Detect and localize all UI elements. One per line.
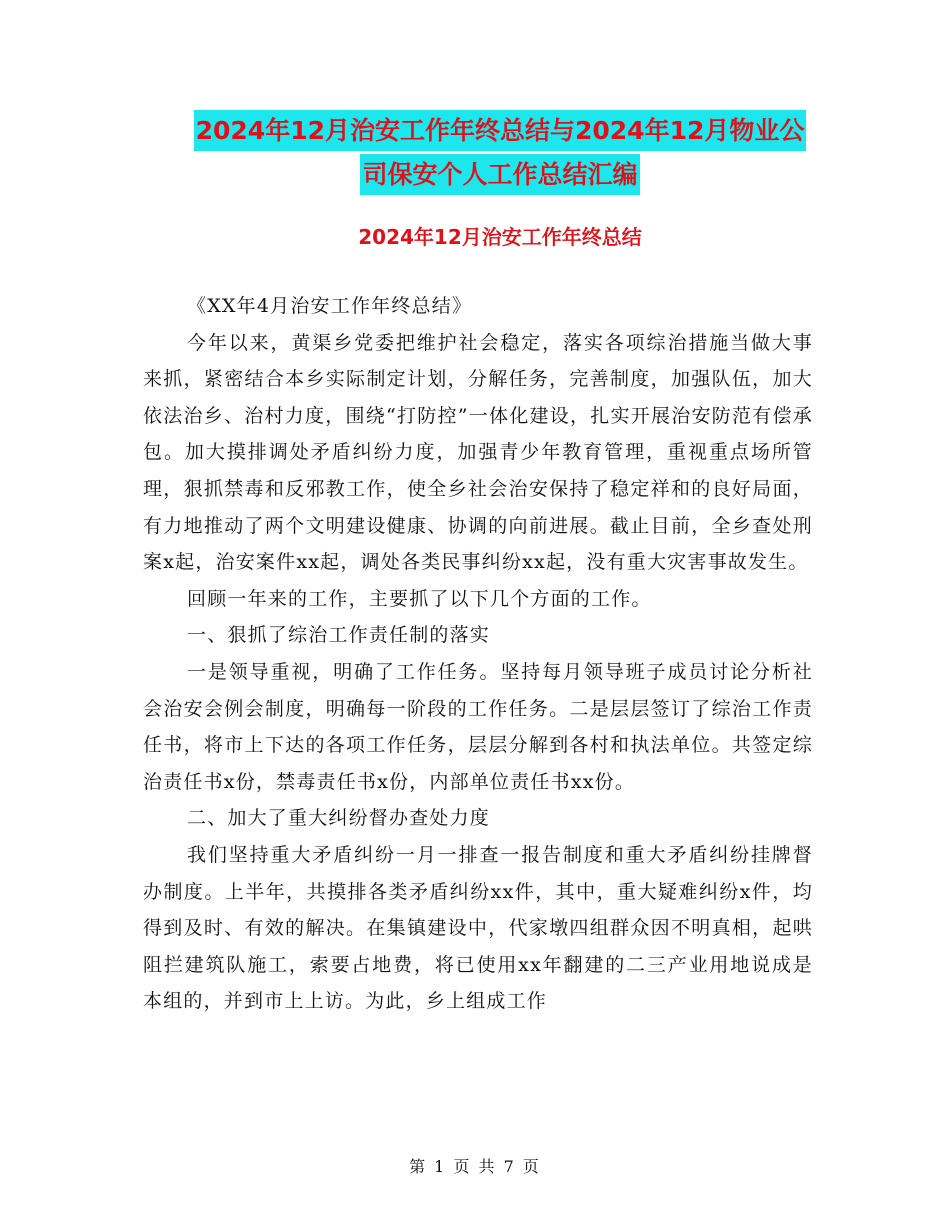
document-title-line-1 bbox=[120, 108, 880, 154]
title-highlight: 司保安个人工作总结汇编 bbox=[360, 154, 639, 195]
paragraph-item-1: 一是领导重视，明确了工作任务。坚持每月领导班子成员讨论分析社会治安会例会制度，明确每一阶段的工作任务。二是层层签订了综治工作责任书，将市上下达的各项工作任务，层层分解到各村和执法单位。共签定综治责任书x份，禁毒责任书x份，内部单位责任书xx份。 bbox=[143, 660, 813, 793]
document-body bbox=[143, 288, 813, 1020]
section-title: 2024年12月治安工作年终总结 bbox=[358, 225, 642, 249]
paragraph-source-title: 《XX年4月治安工作年终总结》 bbox=[187, 295, 473, 317]
heading-item-1: 一、狠抓了综治工作责任制的落实 bbox=[187, 624, 491, 647]
title-highlight: 2024年12月治安工作年终总结与2024年12月物业公 bbox=[194, 110, 807, 151]
heading-item-2: 二、加大了重大纠纷督办查处力度 bbox=[187, 807, 491, 830]
paragraph-review: 回顾一年来的工作，主要抓了以下几个方面的工作。 bbox=[187, 587, 652, 610]
paragraph-item-2: 我们坚持重大矛盾纠纷一月一排查一报告制度和重大矛盾纠纷挂牌督办制度。上半年，共摸排各类矛盾纠纷xx件，其中，重大疑难纠纷x件，均得到及时、有效的解决。在集镇建设中，代家墩四组群众因不明真相，起哄阻拦建筑队施工，索要占地费，将已使用xx年翻建的二三产业用地说成是本组的，并到市上上访。为此，乡上组成工作 bbox=[143, 843, 813, 1013]
document-title-line-2 bbox=[120, 152, 880, 198]
page-footer: 第 1 页 共 7 页 bbox=[409, 1157, 541, 1176]
paragraph-intro: 今年以来，黄渠乡党委把维护社会稳定，落实各项综治措施当做大事来抓，紧密结合本乡实际制定计划，分解任务，完善制度，加强队伍，加大依法治乡、治村力度，围绕“打防控”一体化建设，扎实开展治安防范有偿承包。加大摸排调处矛盾纠纷力度，加强青少年教育管理，重视重点场所管理，狠抓禁毒和反邪教工作，使全乡社会治安保持了稳定祥和的良好局面，有力地推动了两个文明建设健康、协调的向前进展。截止目前，全乡查处刑案x起，治安案件xx起，调处各类民事纠纷xx起，没有重大灾害事故发生。 bbox=[143, 331, 813, 574]
